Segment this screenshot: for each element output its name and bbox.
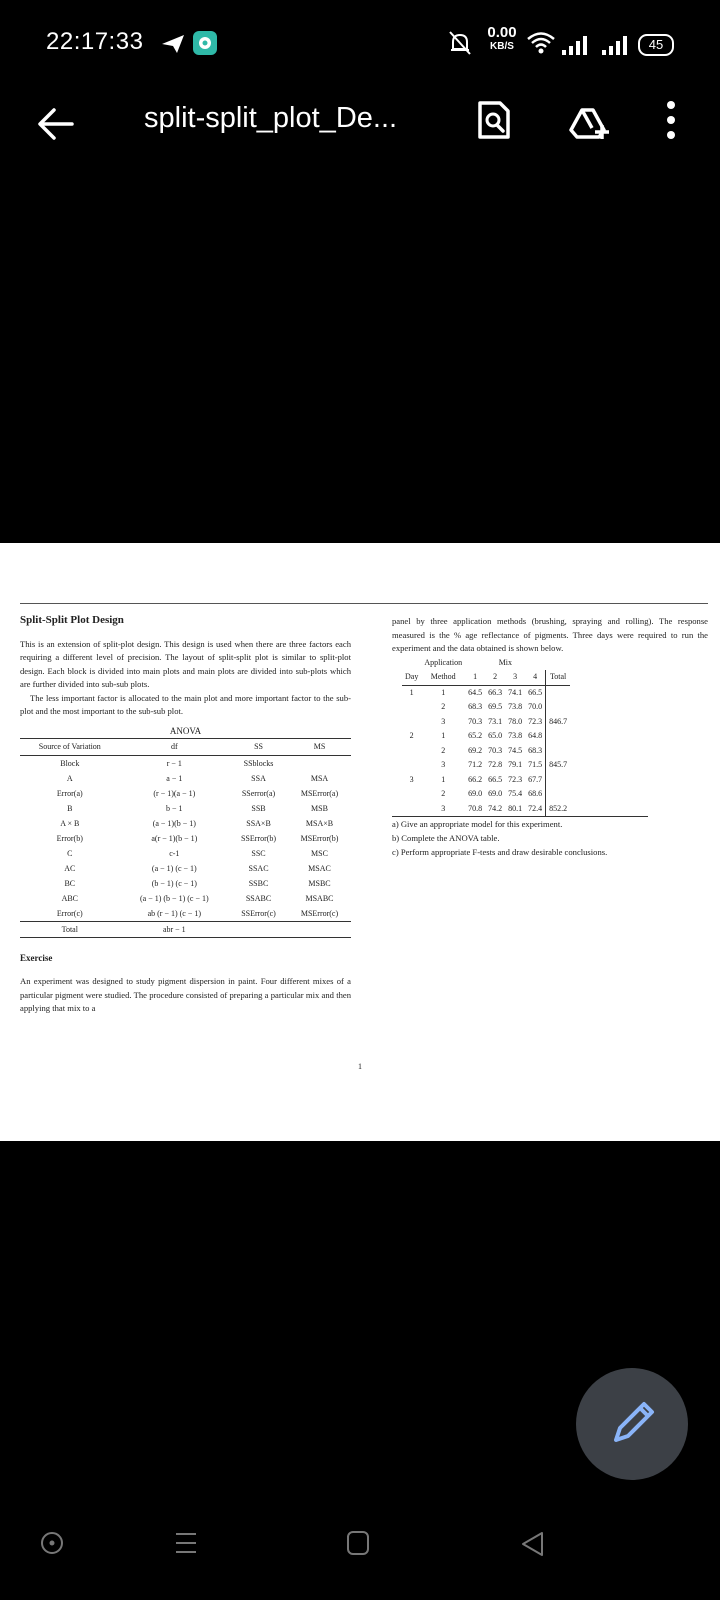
left-column [20,614,351,1016]
table-row [20,876,351,891]
table-cell: (b − 1) (c − 1) [151,878,197,888]
document-title: split-split_plot_De... [144,102,398,134]
data-table [402,656,570,817]
home-icon[interactable] [346,1530,370,1556]
table-row [20,921,351,937]
page-number: 1 [358,1062,362,1071]
table-cell: 64.5 [468,687,483,697]
table-cell: Total [20,921,120,937]
table-cell: 1 [441,774,446,784]
table-cell: 73.8 [508,731,523,740]
table-cell: (r − 1)(a − 1) [153,788,196,798]
table-cell: SSerror(a) [241,788,276,798]
anova-table [20,738,351,938]
table-cell [546,700,571,715]
table-cell: 1 [409,687,414,697]
anova-caption: ANOVA [169,725,202,736]
back-arrow-icon[interactable] [36,104,76,144]
table-cell: 64.8 [525,729,546,744]
table-cell: 66.5 [525,685,546,700]
table-cell: 2 [441,789,446,798]
intro-paragraph-2: The less important factor is allocated to the main plot and more important factor to the sub-plot and the most important to the sub-sub plot. [20,692,351,716]
table-cell: SSC [251,848,266,858]
table-row [20,891,351,906]
data-header: Day [402,670,421,685]
exercise-heading: Exercise [20,952,53,963]
table-cell [546,744,571,759]
table-cell: 67.7 [525,773,546,788]
table-cell: MSError(a) [300,788,339,798]
table-cell: MSBC [308,878,331,888]
pencil-icon [576,1368,688,1480]
table-cell: Error(b) [56,833,83,843]
add-to-drive-icon[interactable] [568,100,612,140]
table-cell: 72.8 [488,760,503,769]
data-header: 3 [505,670,525,685]
table-cell: 73.1 [488,716,503,726]
table-cell: MSA [310,773,329,783]
table-row [402,744,570,759]
find-in-page-icon[interactable] [476,100,512,140]
exercise-text: An experiment was designed to study pigment dispersion in paint. Four different mixes of a particular pigment were studied. The procedure consisted of preparing a particular mix and then applying that mix to a [20,976,351,1013]
table-row [20,755,351,771]
table-cell: 69.5 [488,702,503,711]
table-cell: Error(c) [56,908,83,918]
table-cell: (a − 1) (c − 1) [151,863,197,873]
app-bar [0,90,720,162]
wifi-icon [526,30,556,54]
table-cell: 70.0 [525,700,546,715]
table-row [402,715,570,730]
table-row [402,729,570,744]
table-cell: 3 [441,803,446,813]
status-time: 22:17:33 [46,28,144,55]
table-cell: MSError(b) [300,833,339,843]
table-cell: 74.2 [488,803,503,813]
table-cell: SSA [251,773,266,783]
signal-bars-icon [560,34,590,56]
table-cell: SSA×B [246,818,271,828]
table-cell: 70.3 [468,716,483,726]
section-heading: Split-Split Plot Design [20,614,124,626]
table-cell: 70.3 [488,745,503,755]
table-cell: 3 [409,774,414,784]
table-cell: 74.1 [508,687,523,697]
table-cell: MSA×B [305,818,334,828]
recent-apps-icon[interactable] [174,1530,198,1556]
table-cell: 79.1 [508,760,523,769]
table-cell: abr − 1 [120,921,229,937]
table-cell: 75.4 [508,789,523,798]
table-cell: 1 [441,687,446,697]
table-cell: a − 1 [166,773,183,783]
table-cell [546,685,571,700]
table-cell: SSError(b) [240,833,277,843]
network-speed-value: 0.00 [487,24,517,41]
table-cell: r − 1 [166,758,182,768]
data-header: Total [546,670,571,685]
table-cell: 3 [441,716,446,726]
table-cell: 66.2 [468,774,483,784]
table-cell: (a − 1) (b − 1) (c − 1) [140,893,209,903]
table-row [20,801,351,816]
table-cell: BC [64,878,76,888]
table-cell: 65.2 [468,731,483,740]
table-cell [288,755,351,771]
edit-fab-button[interactable] [576,1368,688,1480]
table-cell: 852.2 [549,803,568,813]
table-cell [402,787,421,802]
table-row [402,685,570,700]
app-notification-icon [192,30,218,56]
table-cell: SSError(c) [241,908,276,918]
table-cell: 66.3 [488,687,503,697]
table-cell: SSB [251,803,266,813]
table-cell: 1 [441,731,446,740]
table-cell: MSError(c) [300,908,339,918]
table-row [20,816,351,831]
table-cell: 68.3 [525,744,546,759]
table-cell [402,700,421,715]
table-cell: 3 [441,760,446,769]
status-bar [0,0,720,90]
table-cell: 80.1 [508,803,523,813]
back-triangle-icon[interactable] [520,1530,544,1558]
table-cell [402,758,421,773]
table-cell: 74.5 [508,745,523,755]
pdf-page [0,543,720,1141]
table-cell [402,802,421,817]
table-row [20,906,351,922]
data-header: Method [421,670,465,685]
table-cell: 69.0 [468,789,483,798]
anova-header: SS [229,739,288,756]
table-cell: A [66,773,73,783]
table-cell [402,715,421,730]
data-header: 2 [485,670,505,685]
table-cell: 2 [441,745,446,755]
group-header-mix: Mix [498,657,513,667]
table-cell: 78.0 [508,716,523,726]
table-row [20,861,351,876]
table-cell: 71.5 [525,758,546,773]
table-cell: c-1 [169,848,180,858]
table-cell [546,729,571,744]
table-cell: 72.3 [508,774,523,784]
intro-paragraph-1: This is an extension of split-plot design. This design is used when there are three factors each requiring a different level of precision. The layout of split-split plot is similar to split-plot design. Each block is divided into main plots and main plots are divided into sub-plots which are further divided into sub-sub plots. [20,638,351,689]
table-cell: 71.2 [468,760,483,769]
more-options-icon[interactable] [664,98,678,142]
table-row [402,758,570,773]
bell-mute-icon [448,30,472,56]
table-row [402,700,570,715]
data-header: 4 [525,670,546,685]
assistant-circle-icon[interactable] [40,1530,64,1556]
table-cell [402,744,421,759]
network-speed-unit: KB/S [490,41,514,52]
table-cell: AC [64,863,76,873]
table-cell: A × B [60,818,80,828]
question-c: c) Perform appropriate F-tests and draw desirable conclusions. [392,847,608,857]
table-cell: a(r − 1)(b − 1) [151,833,198,843]
table-cell: 69.0 [488,789,503,798]
right-column [392,615,708,859]
table-cell: 846.7 [549,716,568,726]
table-cell: B [67,803,73,813]
signal-bars-icon-2 [600,34,630,56]
table-cell: ab (r − 1) (c − 1) [147,908,202,918]
table-cell: 72.4 [525,802,546,817]
anova-header: MS [288,739,351,756]
anova-header: Source of Variation [20,739,120,756]
table-cell: SSBC [248,878,269,888]
table-cell: 70.8 [468,803,483,813]
table-cell: b − 1 [166,803,183,813]
page-rule [20,603,708,604]
question-a: a) Give an appropriate model for this experiment. [392,816,648,831]
table-cell: 65.0 [488,731,503,740]
table-row [20,771,351,786]
table-cell: 72.3 [525,715,546,730]
table-row [402,773,570,788]
exercise-continued: panel by three application methods (brushing, spraying and rolling). The response measured is the % age reflectance of pigments. Three days were required to run the experiment and the data obtained is shown below. [392,616,708,653]
table-cell: 2 [409,731,414,740]
table-row [402,787,570,802]
table-cell: MSABC [305,893,334,903]
table-row [20,846,351,861]
data-header: 1 [465,670,485,685]
table-cell: SSABC [245,893,272,903]
table-cell: 68.3 [468,702,483,711]
table-cell: 69.2 [468,745,483,755]
table-row [402,802,570,817]
anova-header: df [120,739,229,756]
question-b: b) Complete the ANOVA table. [392,833,500,843]
group-header-application: Application [424,657,463,667]
table-cell: 845.7 [549,760,568,769]
table-cell: 68.6 [525,787,546,802]
table-cell: C [67,848,73,858]
table-cell: (a − 1)(b − 1) [152,818,196,828]
table-row [20,786,351,801]
table-cell [229,921,288,937]
table-cell: 66.5 [488,774,503,784]
table-cell: ABC [61,893,79,903]
table-cell: 2 [441,702,446,711]
table-cell: Error(a) [56,788,83,798]
network-speed [482,26,522,54]
table-cell: MSB [311,803,328,813]
table-cell: MSAC [308,863,331,873]
table-cell: SSblocks [243,758,274,768]
table-cell [546,773,571,788]
table-row [20,831,351,846]
table-cell: MSC [311,848,328,858]
table-cell [546,787,571,802]
location-arrow-icon [160,33,186,55]
battery-icon: 45 [638,34,674,56]
table-cell: 73.8 [508,702,523,711]
table-cell: SSAC [248,863,269,873]
table-cell: Block [60,758,80,768]
table-cell [288,921,351,937]
